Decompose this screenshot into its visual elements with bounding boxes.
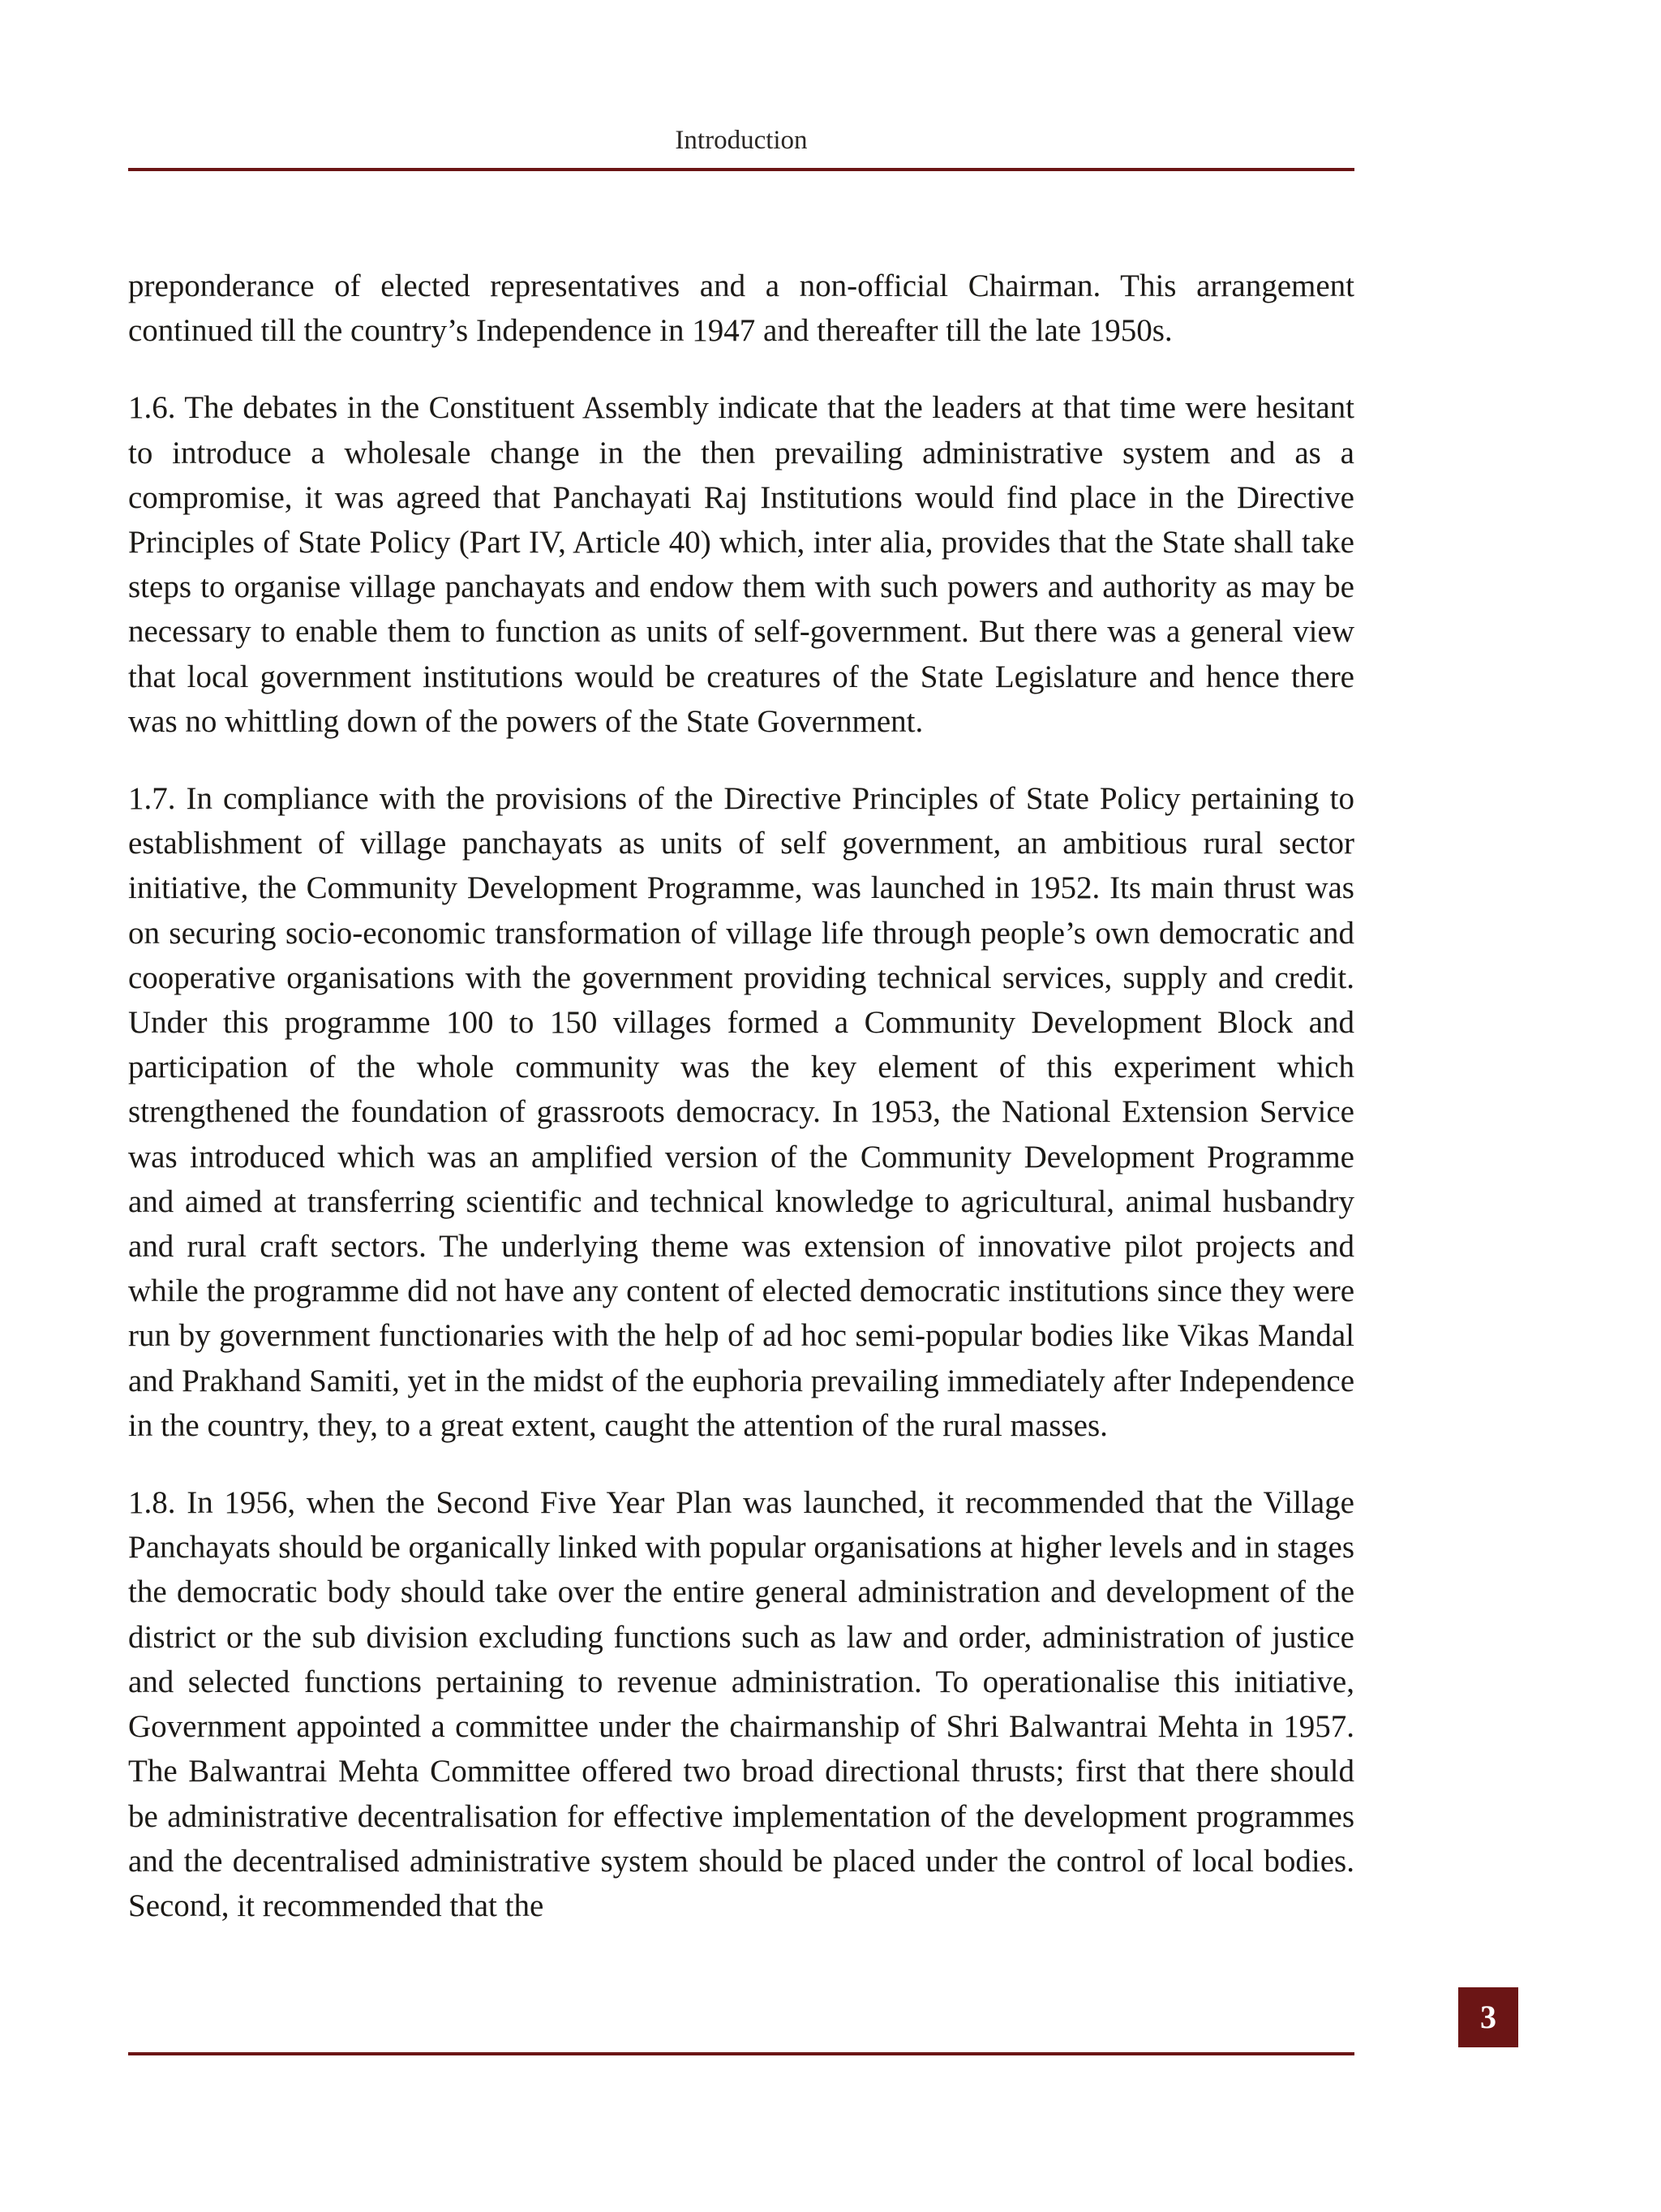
footer-rule bbox=[128, 2052, 1354, 2055]
paragraph-1-7: 1.7. In compliance with the provisions of the Directive Principles of State Policy pertaining to establishment of village panchayats as units of self government, an ambitious rural sector initiative, the Community Development Programme, was launched in 1952. Its main thrust was on securing socio-economic transformation of village life through people’s own democratic and cooperative organisations with the government providing technical services, supply and credit. Under this programme 100 to 150 villages formed a Community Development Block and participation of the whole community was the key element of this experiment which strengthened the foundation of grassroots democracy. In 1953, the National Extension Service was introduced which was an amplified version of the Community Development Programme and aimed at transferring scientific and technical knowledge to agricultural, animal husbandry and rural craft sectors. The underlying theme was extension of innovative pilot projects and while the programme did not have any content of elected democratic institutions since they were run by government functionaries with the help of ad hoc semi-popular bodies like Vikas Mandal and Prakhand Samiti, yet in the midst of the euphoria prevailing immediately after Independence in the country, they, to a great extent, caught the attention of the rural masses. bbox=[128, 781, 1354, 1443]
paragraph-continuation: preponderance of elected representatives and a non-official Chairman. This arrangement continued till the country’s Independence in 1947 and thereafter till the late 1950s. bbox=[128, 268, 1354, 349]
header-rule bbox=[128, 168, 1354, 171]
body-text bbox=[128, 264, 1354, 1961]
paragraph-1-8: 1.8. In 1956, when the Second Five Year Plan was launched, it recommended that the Village Panchayats should be organically linked with popular organisations at higher levels and in stages the democratic body should take over the entire general administration and development of the district or the sub division excluding functions such as law and order, administration of justice and selected functions pertaining to revenue administration. To operationalise this initiative, Government appointed a committee under the chairmanship of Shri Balwantrai Mehta in 1957. The Balwantrai Mehta Committee offered two broad directional thrusts; first that there should be administrative decentralisation for effective implementation of the development programmes and the decentralised administrative system should be placed under the control of local bodies. Second, it recommended that the bbox=[128, 1485, 1354, 1923]
paragraph-1-6: 1.6. The debates in the Constituent Assembly indicate that the leaders at that time were hesitant to introduce a wholesale change in the then prevailing administrative system and as a compromise, it was agreed that Panchayati Raj Institutions would find place in the Directive Principles of State Policy (Part IV, Article 40) which, inter alia, provides that the State shall take steps to organise village panchayats and endow them with such powers and authority as may be necessary to enable them to function as units of self-government. But there was a general view that local government institutions would be creatures of the State Legislature and hence there was no whittling down of the powers of the State Government. bbox=[128, 390, 1354, 739]
running-head: Introduction bbox=[675, 126, 808, 155]
page-number: 3 bbox=[1458, 1987, 1518, 2047]
